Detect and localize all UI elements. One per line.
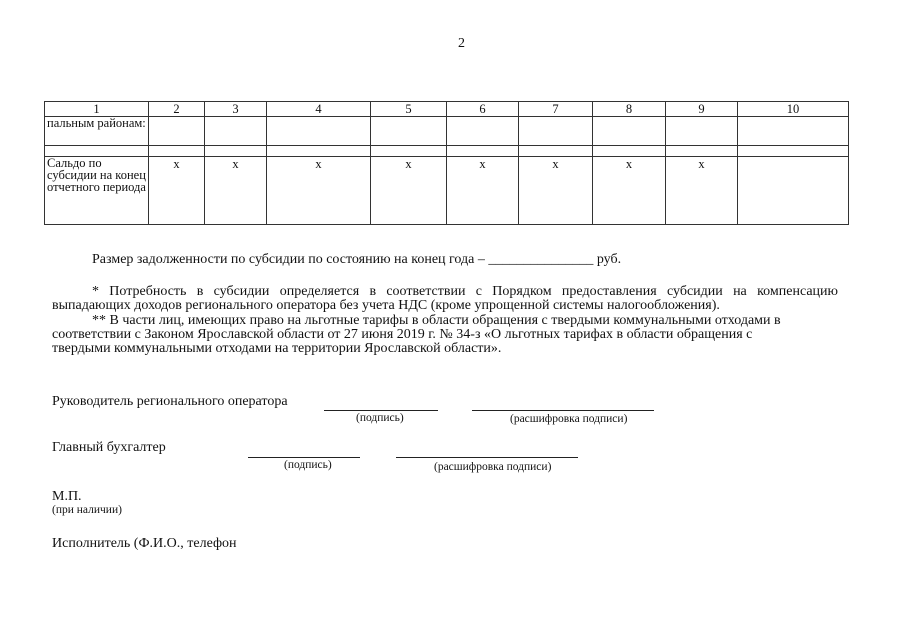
table-cell [267, 146, 371, 157]
accountant-signature-caption: (подпись) [284, 459, 332, 471]
table-header-cell: 4 [267, 102, 371, 117]
accountant-signature-line [248, 457, 360, 458]
table-header-cell: 9 [666, 102, 738, 117]
table-cell [519, 146, 593, 157]
stamp-note: (при наличии) [52, 504, 122, 516]
table-cell [149, 146, 205, 157]
table-cell: x [149, 157, 205, 225]
table-cell [738, 146, 849, 157]
table-cell [371, 117, 447, 146]
table-header-row [45, 102, 849, 117]
table-cell [593, 117, 666, 146]
table-cell [666, 117, 738, 146]
table-cell [738, 157, 849, 225]
table-cell [267, 117, 371, 146]
chief-accountant-label: Главный бухгалтер [52, 440, 166, 455]
table-cell [519, 117, 593, 146]
table-cell: x [205, 157, 267, 225]
table-cell: x [371, 157, 447, 225]
table-header-cell: 10 [738, 102, 849, 117]
footnote-benefit-line-3: твердыми коммунальными отходами на территории Ярославской области». [52, 341, 502, 356]
head-decode-caption: (расшифровка подписи) [510, 413, 628, 425]
subsidy-table [44, 101, 849, 225]
head-decode-line [472, 410, 654, 411]
table-cell [666, 146, 738, 157]
debt-line [92, 252, 621, 268]
footnote-benefit-line-1: ** В части лиц, имеющих право на льготные тарифы в области обращения с твердыми коммунальными отходами в [92, 313, 781, 328]
debt-line-prefix: Размер задолженности по субсидии по состоянию на конец года – [92, 252, 485, 267]
table-cell [447, 146, 519, 157]
row-label: пальным районам: [45, 117, 149, 146]
table-cell: x [447, 157, 519, 225]
debt-amount-blank: _______________ [488, 252, 594, 267]
table-cell [738, 117, 849, 146]
table-header-cell: 8 [593, 102, 666, 117]
accountant-decode-caption: (расшифровка подписи) [434, 461, 552, 473]
head-signature-caption: (подпись) [356, 412, 404, 424]
head-signature-line [324, 410, 438, 411]
table-cell [593, 146, 666, 157]
table-header-cell: 3 [205, 102, 267, 117]
footnote-need: * Потребность в субсидии определяется в соответствии с Порядком предоставления субсидии на компенсацию выпадающих доходов регионального оператора без учета НДС (кроме упрощенной системы налогообложения). [52, 284, 838, 313]
table-cell [371, 146, 447, 157]
row-label: Сальдо по субсидии на конец отчетного периода [45, 157, 149, 225]
table-header-cell: 1 [45, 102, 149, 117]
executor-label: Исполнитель (Ф.И.О., телефон [52, 536, 237, 551]
table-row [45, 157, 849, 225]
accountant-decode-line [396, 457, 578, 458]
row-label [45, 146, 149, 157]
table-cell [447, 117, 519, 146]
table-cell: x [666, 157, 738, 225]
table-cell [205, 117, 267, 146]
table-header-cell: 2 [149, 102, 205, 117]
table-cell: x [267, 157, 371, 225]
table-row [45, 117, 849, 146]
table-header-cell: 5 [371, 102, 447, 117]
table-header-cell: 6 [447, 102, 519, 117]
table-cell: x [519, 157, 593, 225]
table-cell: x [593, 157, 666, 225]
table-header-cell: 7 [519, 102, 593, 117]
stamp-label: М.П. [52, 489, 82, 504]
table-row [45, 146, 849, 157]
page-number: 2 [458, 36, 465, 51]
debt-line-suffix: руб. [596, 252, 622, 267]
head-operator-label: Руководитель регионального оператора [52, 394, 288, 409]
footnote-benefit-line-2: соответствии с Законом Ярославской области от 27 июня 2019 г. № 34-з «О льготных тарифах в области обращения с [52, 327, 753, 342]
table-cell [149, 117, 205, 146]
table-cell [205, 146, 267, 157]
